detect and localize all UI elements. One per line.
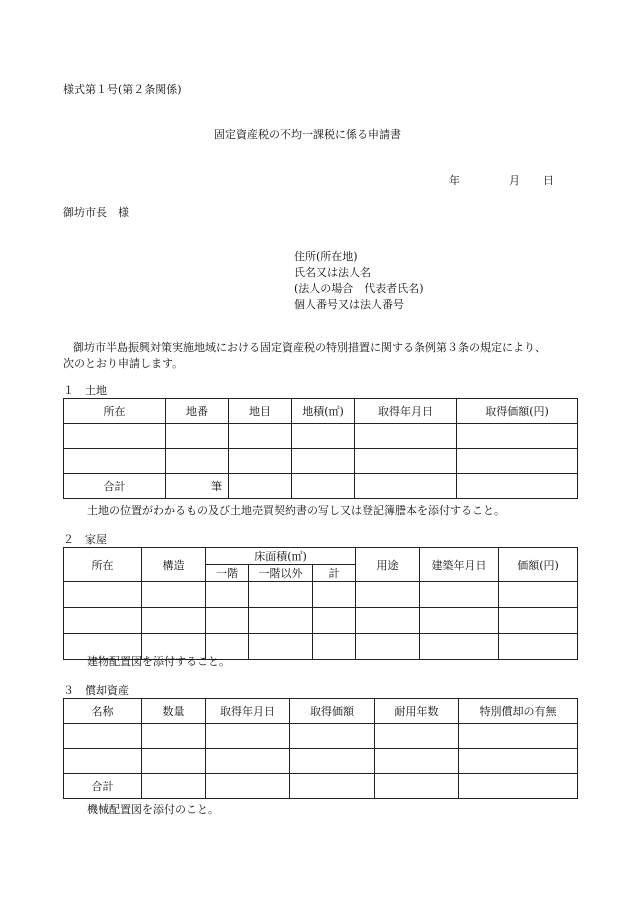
date-day: 日 xyxy=(543,174,554,187)
table-cell[interactable] xyxy=(64,608,142,634)
land-header-acquired-price: 取得価額(円) xyxy=(457,399,578,424)
depreciable-header-useful-life: 耐用年数 xyxy=(375,699,459,724)
table-cell[interactable] xyxy=(249,608,313,634)
table-cell[interactable] xyxy=(64,749,142,774)
table-cell[interactable] xyxy=(206,749,290,774)
land-header-acquired-date: 取得年月日 xyxy=(355,399,457,424)
table-cell[interactable] xyxy=(142,724,206,749)
table-row xyxy=(64,424,578,449)
table-cell[interactable] xyxy=(206,582,249,608)
table-cell[interactable] xyxy=(166,449,229,474)
date-year: 年 xyxy=(449,174,460,187)
table-cell[interactable] xyxy=(64,449,166,474)
applicant-address: 住所(所在地) xyxy=(294,250,358,263)
table-cell[interactable] xyxy=(166,424,229,449)
house-header-price: 価額(円) xyxy=(499,548,578,582)
page-title: 固定資産税の不均一課税に係る申請書 xyxy=(214,128,401,141)
depreciable-heading: ３ 償却資産 xyxy=(63,684,129,697)
house-table xyxy=(63,547,578,660)
intro-line-1: 御坊市半島振興対策実施地域における固定資産税の特別措置に関する条例第３条の規定により、 xyxy=(73,341,546,354)
house-header-structure: 構造 xyxy=(142,548,206,582)
applicant-representative: (法人の場合 代表者氏名) xyxy=(294,282,424,295)
land-header-land-category: 地目 xyxy=(229,399,292,424)
table-cell[interactable] xyxy=(355,449,457,474)
house-header-other-floors: 一階以外 xyxy=(249,565,313,582)
table-cell[interactable] xyxy=(229,424,292,449)
depreciable-total-label: 合計 xyxy=(64,774,142,799)
land-total-row xyxy=(64,474,578,499)
table-cell[interactable] xyxy=(313,582,356,608)
table-cell[interactable] xyxy=(499,608,578,634)
depreciable-note: 機械配置図を添付のこと。 xyxy=(87,803,219,816)
table-cell[interactable] xyxy=(355,424,457,449)
house-header-first-floor: 一階 xyxy=(206,565,249,582)
depreciable-total-row xyxy=(64,774,578,799)
table-row xyxy=(64,582,578,608)
land-header-location: 所在 xyxy=(64,399,166,424)
table-row xyxy=(64,608,578,634)
table-cell[interactable] xyxy=(313,634,356,660)
table-cell[interactable] xyxy=(249,582,313,608)
house-heading: ２ 家屋 xyxy=(63,533,107,546)
depreciable-header-quantity: 数量 xyxy=(142,699,206,724)
table-cell[interactable] xyxy=(292,449,355,474)
table-cell[interactable] xyxy=(356,634,420,660)
table-cell[interactable] xyxy=(420,608,499,634)
depreciable-header-name: 名称 xyxy=(64,699,142,724)
depreciable-table xyxy=(63,698,578,799)
table-cell[interactable] xyxy=(290,774,375,799)
table-cell[interactable] xyxy=(206,724,290,749)
house-header-location: 所在 xyxy=(64,548,142,582)
table-cell[interactable] xyxy=(375,724,459,749)
table-cell[interactable] xyxy=(457,474,578,499)
table-cell[interactable] xyxy=(375,774,459,799)
applicant-name: 氏名又は法人名 xyxy=(294,266,371,279)
table-cell[interactable] xyxy=(292,424,355,449)
table-cell[interactable] xyxy=(459,749,578,774)
table-cell[interactable] xyxy=(313,608,356,634)
table-cell[interactable] xyxy=(290,749,375,774)
table-cell[interactable] xyxy=(64,582,142,608)
depreciable-header-special-depreciation: 特別償却の有無 xyxy=(459,699,578,724)
table-cell[interactable] xyxy=(356,582,420,608)
land-header-lot-number: 地番 xyxy=(166,399,229,424)
table-cell[interactable] xyxy=(355,474,457,499)
table-cell[interactable] xyxy=(142,608,206,634)
addressee: 御坊市長 様 xyxy=(63,206,129,219)
table-row xyxy=(64,449,578,474)
house-header-total: 計 xyxy=(313,565,356,582)
land-table xyxy=(63,398,578,499)
table-cell[interactable] xyxy=(142,582,206,608)
depreciable-header-acquired-date: 取得年月日 xyxy=(206,699,290,724)
land-total-label: 合計 xyxy=(64,474,166,499)
table-cell[interactable] xyxy=(499,634,578,660)
table-cell[interactable] xyxy=(420,582,499,608)
land-count-unit: 筆 xyxy=(166,474,229,499)
land-heading: １ 土地 xyxy=(63,384,107,397)
table-cell[interactable] xyxy=(375,749,459,774)
table-cell[interactable] xyxy=(459,774,578,799)
table-cell[interactable] xyxy=(206,774,290,799)
table-cell[interactable] xyxy=(249,634,313,660)
table-row xyxy=(64,749,578,774)
depreciable-header-acquired-price: 取得価額 xyxy=(290,699,375,724)
house-header-built-date: 建築年月日 xyxy=(420,548,499,582)
table-cell[interactable] xyxy=(142,774,206,799)
land-note: 土地の位置がわかるもの及び土地売買契約書の写し又は登記簿謄本を添付すること。 xyxy=(87,504,505,517)
table-cell[interactable] xyxy=(420,634,499,660)
house-header-use: 用途 xyxy=(356,548,420,582)
applicant-number: 個人番号又は法人番号 xyxy=(294,298,404,311)
table-cell[interactable] xyxy=(142,749,206,774)
form-number: 様式第１号(第２条関係) xyxy=(63,83,182,96)
table-cell[interactable] xyxy=(229,474,292,499)
date-month: 月 xyxy=(509,174,520,187)
table-cell[interactable] xyxy=(457,424,578,449)
table-cell[interactable] xyxy=(459,724,578,749)
table-cell[interactable] xyxy=(499,582,578,608)
table-cell[interactable] xyxy=(64,424,166,449)
table-cell[interactable] xyxy=(356,608,420,634)
table-cell[interactable] xyxy=(292,474,355,499)
table-cell[interactable] xyxy=(290,724,375,749)
table-cell[interactable] xyxy=(206,608,249,634)
intro-line-2: 次のとおり申請します。 xyxy=(63,357,184,370)
land-header-area: 地積(㎡) xyxy=(292,399,355,424)
table-row xyxy=(64,724,578,749)
house-header-floor-area: 床面積(㎡) xyxy=(206,548,356,565)
table-cell[interactable] xyxy=(229,449,292,474)
table-cell[interactable] xyxy=(64,724,142,749)
house-note: 建物配置図を添付すること。 xyxy=(87,655,230,668)
table-cell[interactable] xyxy=(457,449,578,474)
